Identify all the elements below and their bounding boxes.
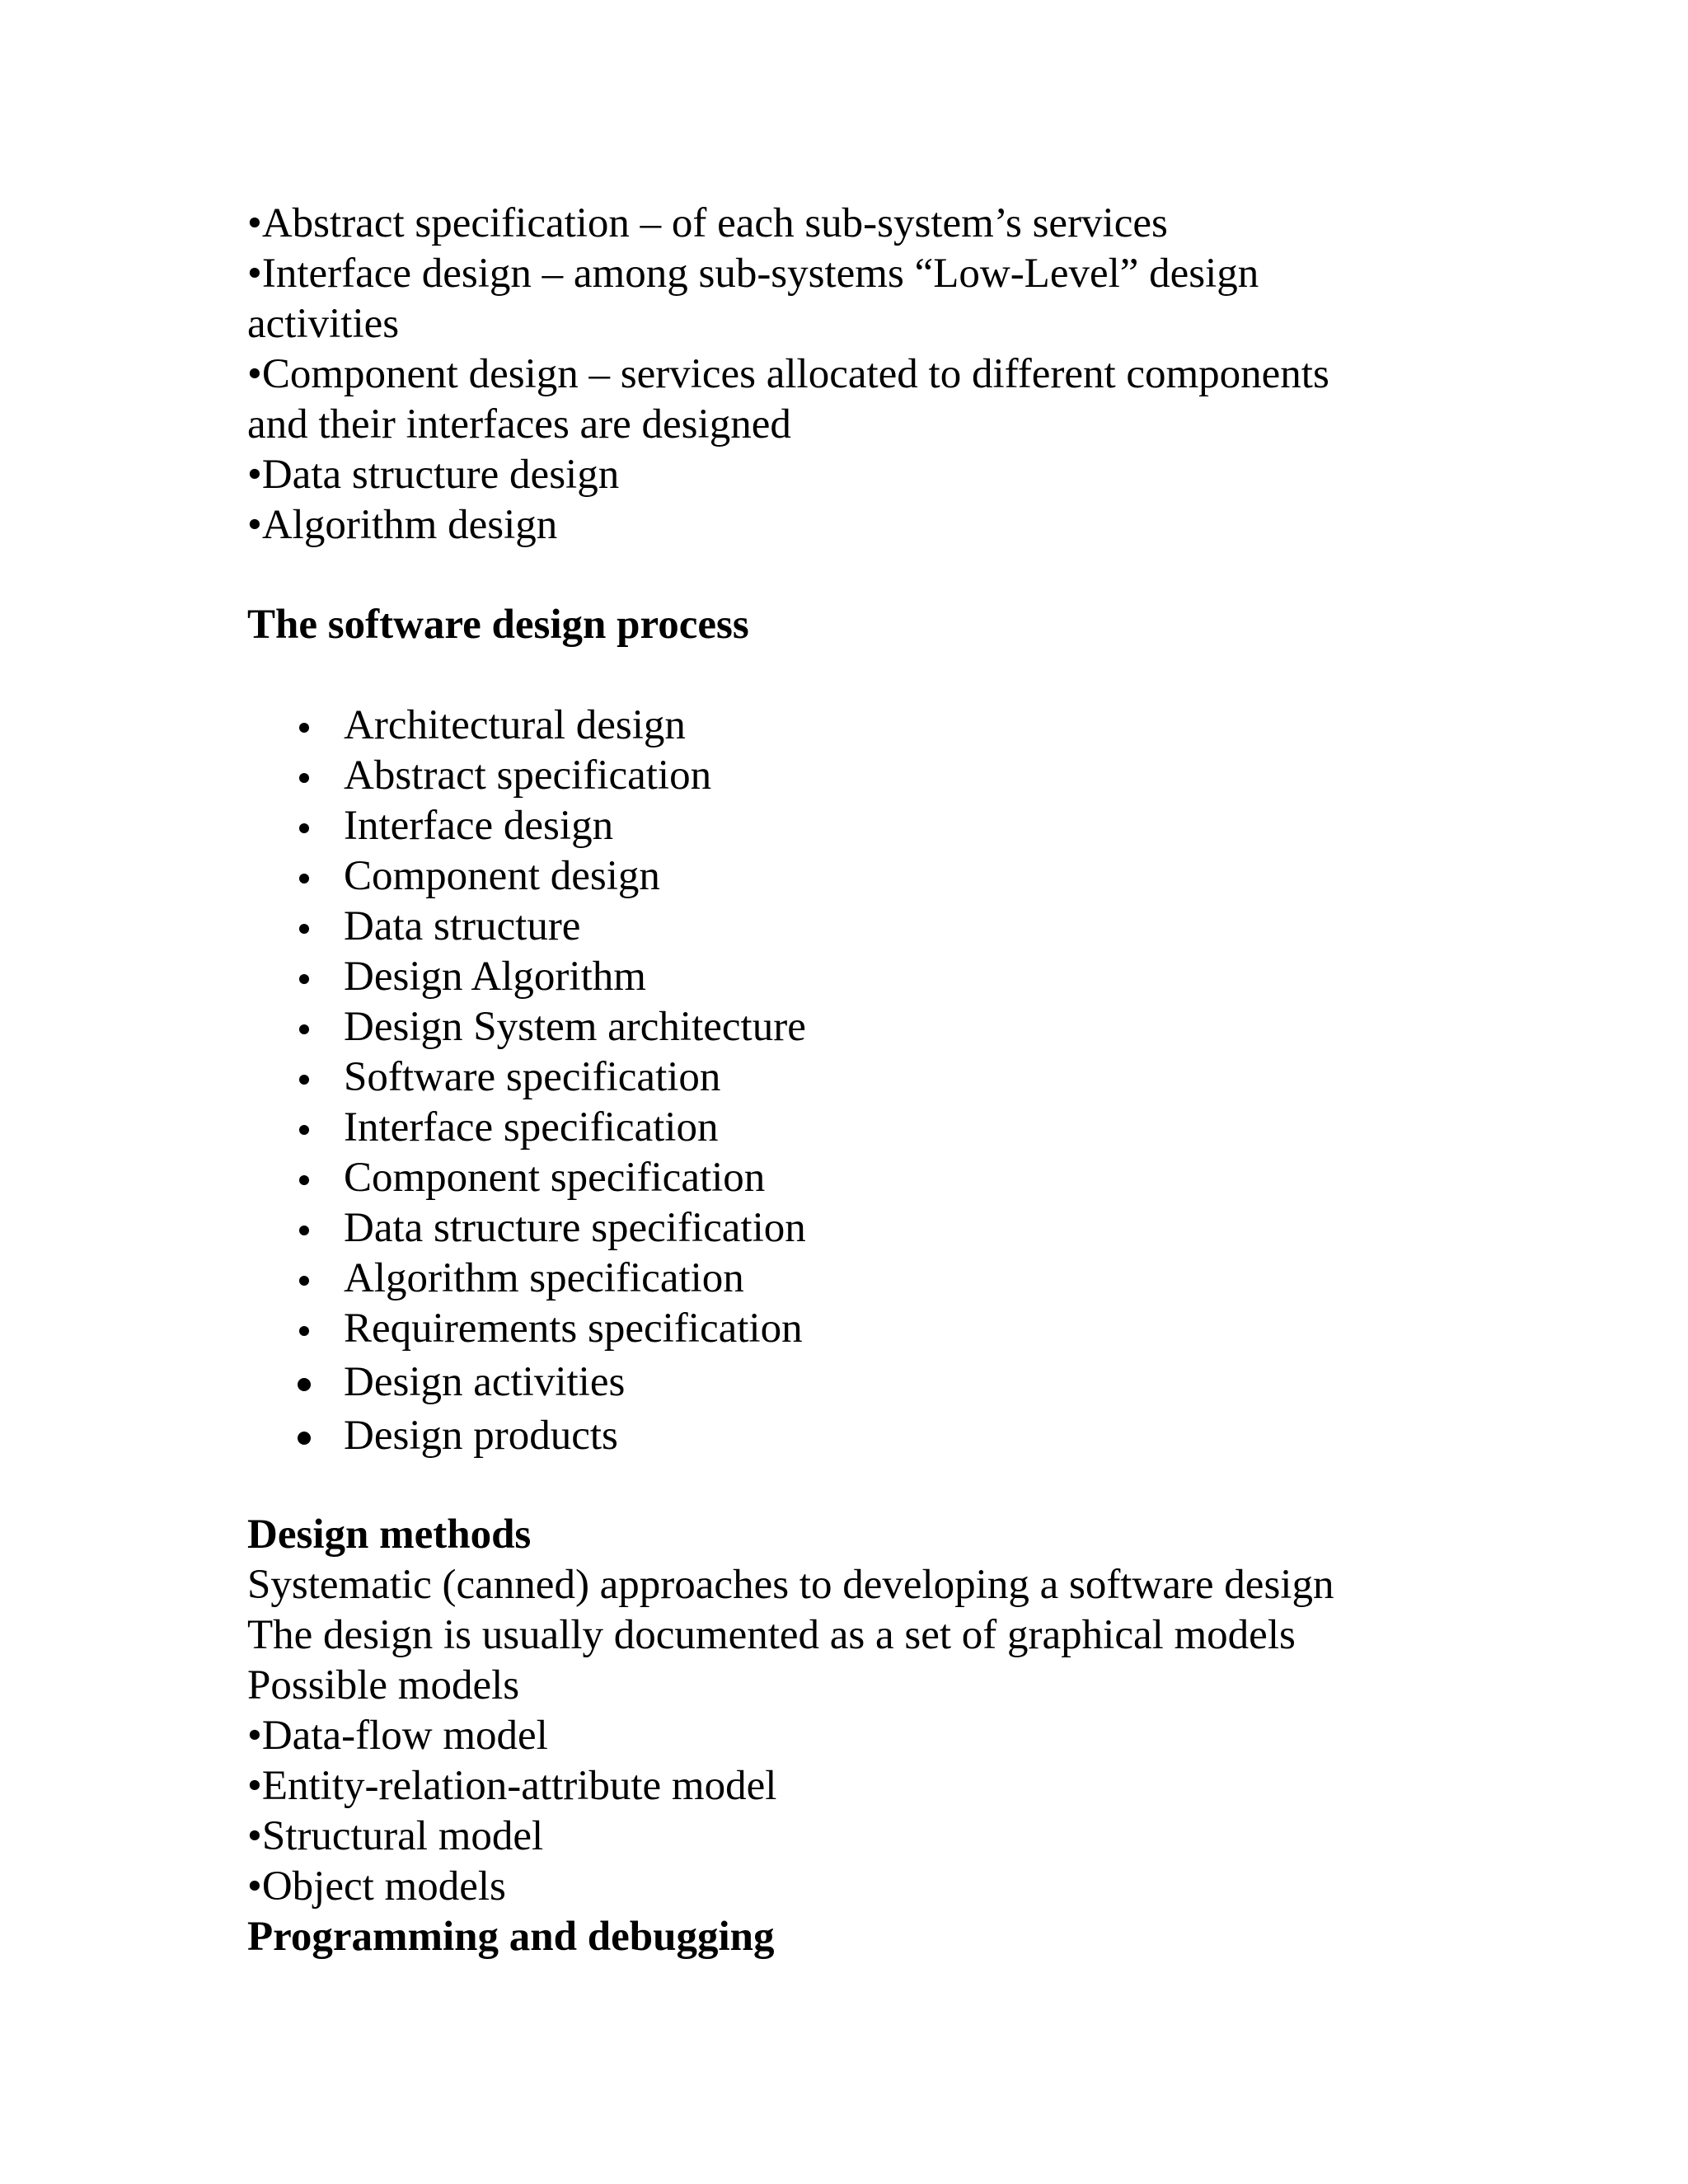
bullet-icon [298, 1432, 311, 1445]
bullet-icon [299, 1276, 309, 1286]
list-item: Architectural design [344, 702, 686, 748]
body-line: •Structural model [247, 1813, 544, 1859]
list-item: Interface design [344, 803, 614, 849]
intro-line: •Component design – services allocated to different components [247, 351, 1329, 397]
bullet-icon [299, 1326, 309, 1336]
bullet-icon [299, 1226, 309, 1235]
list-item: Data structure specification [344, 1205, 806, 1251]
bullet-icon [299, 773, 309, 783]
list-item: Design activities [344, 1359, 626, 1405]
list-item: Component design [344, 853, 660, 899]
section-heading-design-process: The software design process [247, 602, 749, 648]
list-item: Software specification [344, 1054, 721, 1100]
body-line: •Data-flow model [247, 1713, 548, 1759]
intro-line: •Abstract specification – of each sub-system’s services [247, 200, 1168, 246]
bullet-icon [299, 1175, 309, 1185]
list-item: Design Algorithm [344, 954, 646, 1000]
bullet-icon [299, 974, 309, 984]
bullet-icon [299, 1024, 309, 1034]
bullet-icon [299, 723, 309, 733]
bullet-icon [299, 924, 309, 934]
list-item: Design products [344, 1413, 618, 1459]
section-heading-programming: Programming and debugging [247, 1914, 775, 1960]
body-line: Possible models [247, 1662, 520, 1708]
intro-line: •Interface design – among sub-systems “Low-Level” design [247, 251, 1259, 297]
body-line: The design is usually documented as a set of graphical models [247, 1612, 1296, 1658]
list-item: Design System architecture [344, 1004, 806, 1050]
body-line: •Object models [247, 1863, 506, 1910]
bullet-icon [299, 1125, 309, 1135]
body-line: Systematic (canned) approaches to developing a software design [247, 1562, 1334, 1608]
body-line: •Entity-relation-attribute model [247, 1763, 777, 1809]
list-item: Abstract specification [344, 752, 712, 799]
list-item: Interface specification [344, 1104, 719, 1151]
intro-line: •Algorithm design [247, 502, 558, 548]
list-item: Component specification [344, 1155, 766, 1201]
list-item: Data structure [344, 903, 581, 949]
intro-line: •Data structure design [247, 452, 620, 498]
bullet-icon [299, 1075, 309, 1085]
list-item: Requirements specification [344, 1305, 803, 1352]
bullet-icon [298, 1378, 311, 1391]
bullet-icon [299, 874, 309, 883]
intro-line: activities [247, 301, 400, 347]
intro-line: and their interfaces are designed [247, 401, 791, 448]
list-item: Algorithm specification [344, 1255, 744, 1301]
section-heading-design-methods: Design methods [247, 1511, 532, 1558]
bullet-icon [299, 823, 309, 833]
